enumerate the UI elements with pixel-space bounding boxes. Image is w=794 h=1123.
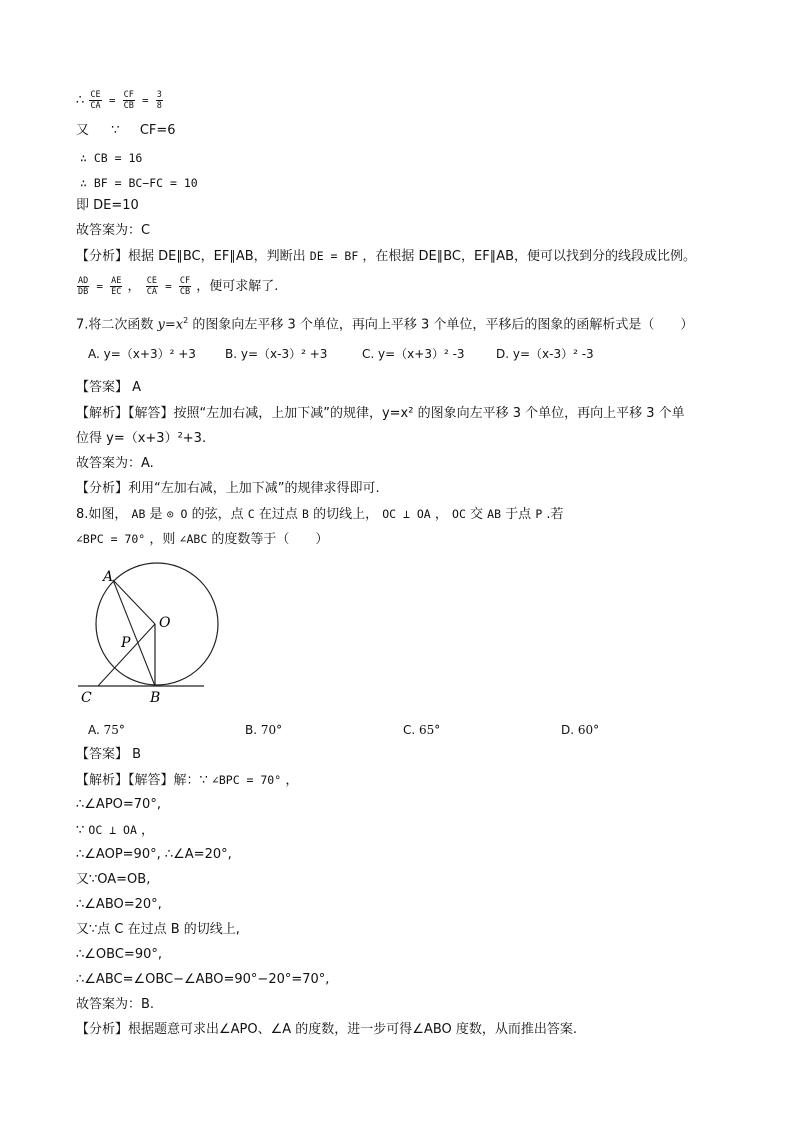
circle-tangent-figure: [76, 560, 226, 710]
q7-option-c: C. y=（x+3）² -3: [362, 347, 465, 361]
q8-option-b: B. 70°: [245, 723, 283, 737]
q8-step-abo: ∴∠ABO=20°,: [76, 897, 162, 912]
radius-oa: [113, 580, 155, 624]
q7-solution-2: 位得 y=（x+3）²+3.: [76, 431, 207, 446]
fraction-3-8: $\frac{3}{8}$: [156, 90, 162, 111]
q8-option-c: C. 65°: [403, 723, 441, 737]
q8-step-abc: ∴∠ABC=∠OBC−∠ABO=90°−20°=70°,: [76, 972, 330, 987]
cf-line: 又 ∵ CF=6: [76, 123, 176, 138]
fraction-cf-cb: $\frac{CF}{CB}$: [123, 90, 134, 111]
q8-answer: 【答案】 B: [76, 747, 142, 762]
answer-c-line: 故答案为：C: [76, 223, 151, 238]
q8-step-apo: ∴∠APO=70°,: [76, 797, 161, 812]
label-c: C: [81, 690, 92, 706]
fraction-ce-ca-2: $\frac{CE}{CA}$: [146, 276, 157, 297]
analysis-line: 【分析】根据 DE∥BC，EF∥AB，判断出 DE = BF ，在根据 DE∥BC，EF∥AB，便可以找到分的线段成比例。: [76, 249, 697, 264]
therefore-symbol: ∴: [76, 93, 85, 108]
de-line: 即 DE=10: [76, 198, 139, 213]
q8-stem-2: ∠BPC = 70° ，则 ∠ABC 的度数等于（ ）: [76, 532, 329, 547]
label-p: P: [121, 635, 131, 651]
q8-step-aop: ∴∠AOP=90°, ∴∠A=20°,: [76, 847, 232, 862]
q8-step-oa-ob: 又∵OA=OB,: [76, 872, 151, 887]
label-b: B: [150, 690, 161, 706]
q8-analysis: 【分析】根据题意可求出∠APO、∠A 的度数，进一步可得∠ABO 度数，从而推出答案.: [76, 1022, 578, 1037]
label-o: O: [159, 615, 171, 631]
q7-final: 故答案为：A.: [76, 456, 154, 471]
fraction-ad-db: $\frac{AD}{DB}$: [78, 276, 89, 297]
ratio-line: ∴ $\frac{CE}{CA}$ = $\frac{CF}{CB}$ = $\frac{3}{8}$: [76, 90, 162, 111]
q7-answer: 【答案】 A: [76, 380, 142, 395]
q7-option-b: B. y=（x-3）² +3: [225, 347, 328, 361]
q7-stem: 7.将二次函数 $y=x^2$ 的图象向左平移 3 个单位，再向上平移 3 个单位，平移后的图象的函解析式是（ ）: [76, 316, 694, 333]
q8-solution-head: 【解析】【解答】解：∵ ∠BPC = 70° ，: [76, 773, 299, 788]
bf-line: ∴ BF = BC−FC = 10: [80, 176, 198, 190]
fraction-cf-cb-2: $\frac{CF}{CB}$: [179, 276, 191, 297]
q8-final: 故答案为：B.: [76, 997, 155, 1012]
label-a: A: [103, 569, 114, 585]
q8-step-perp: ∵ OC ⊥ OA ，: [76, 823, 155, 838]
q8-option-a: A. 75°: [88, 723, 125, 737]
chord-ab: [113, 580, 155, 686]
q7-analysis: 【分析】利用“左加右减，上加下减”的规律求得即可.: [76, 481, 380, 496]
q8-stem-1: 8.如图， AB 是 ⊙ O 的弦，点 C 在过点 B 的切线上， OC ⊥ OA ， OC 交 AB 于点 P .若: [76, 507, 564, 522]
ratio-line-2: $\frac{AD}{DB}$ = $\frac{AE}{EC}$ ， $\frac{CE}{CA}$ = $\frac{CF}{CB}$ ，便可求解了.: [78, 276, 279, 297]
q7-option-a: A. y=（x+3）² +3: [88, 347, 196, 361]
q8-step-tangent: 又∵点 C 在过点 B 的切线上,: [76, 922, 240, 937]
fraction-ce-ca: $\frac{CE}{CA}$: [90, 90, 101, 111]
q7-solution-1: 【解析】【解答】按照“左加右减，上加下减”的规律，y=x² 的图象向左平移 3 个单位，再向上平移 3 个单: [76, 406, 685, 421]
cb-line: ∴ CB = 16: [80, 151, 143, 165]
q8-step-obc: ∴∠OBC=90°,: [76, 947, 162, 962]
q7-option-d: D. y=（x-3）² -3: [496, 347, 594, 361]
q8-option-d: D. 60°: [561, 723, 600, 737]
fraction-ae-ec: $\frac{AE}{EC}$: [111, 276, 122, 297]
